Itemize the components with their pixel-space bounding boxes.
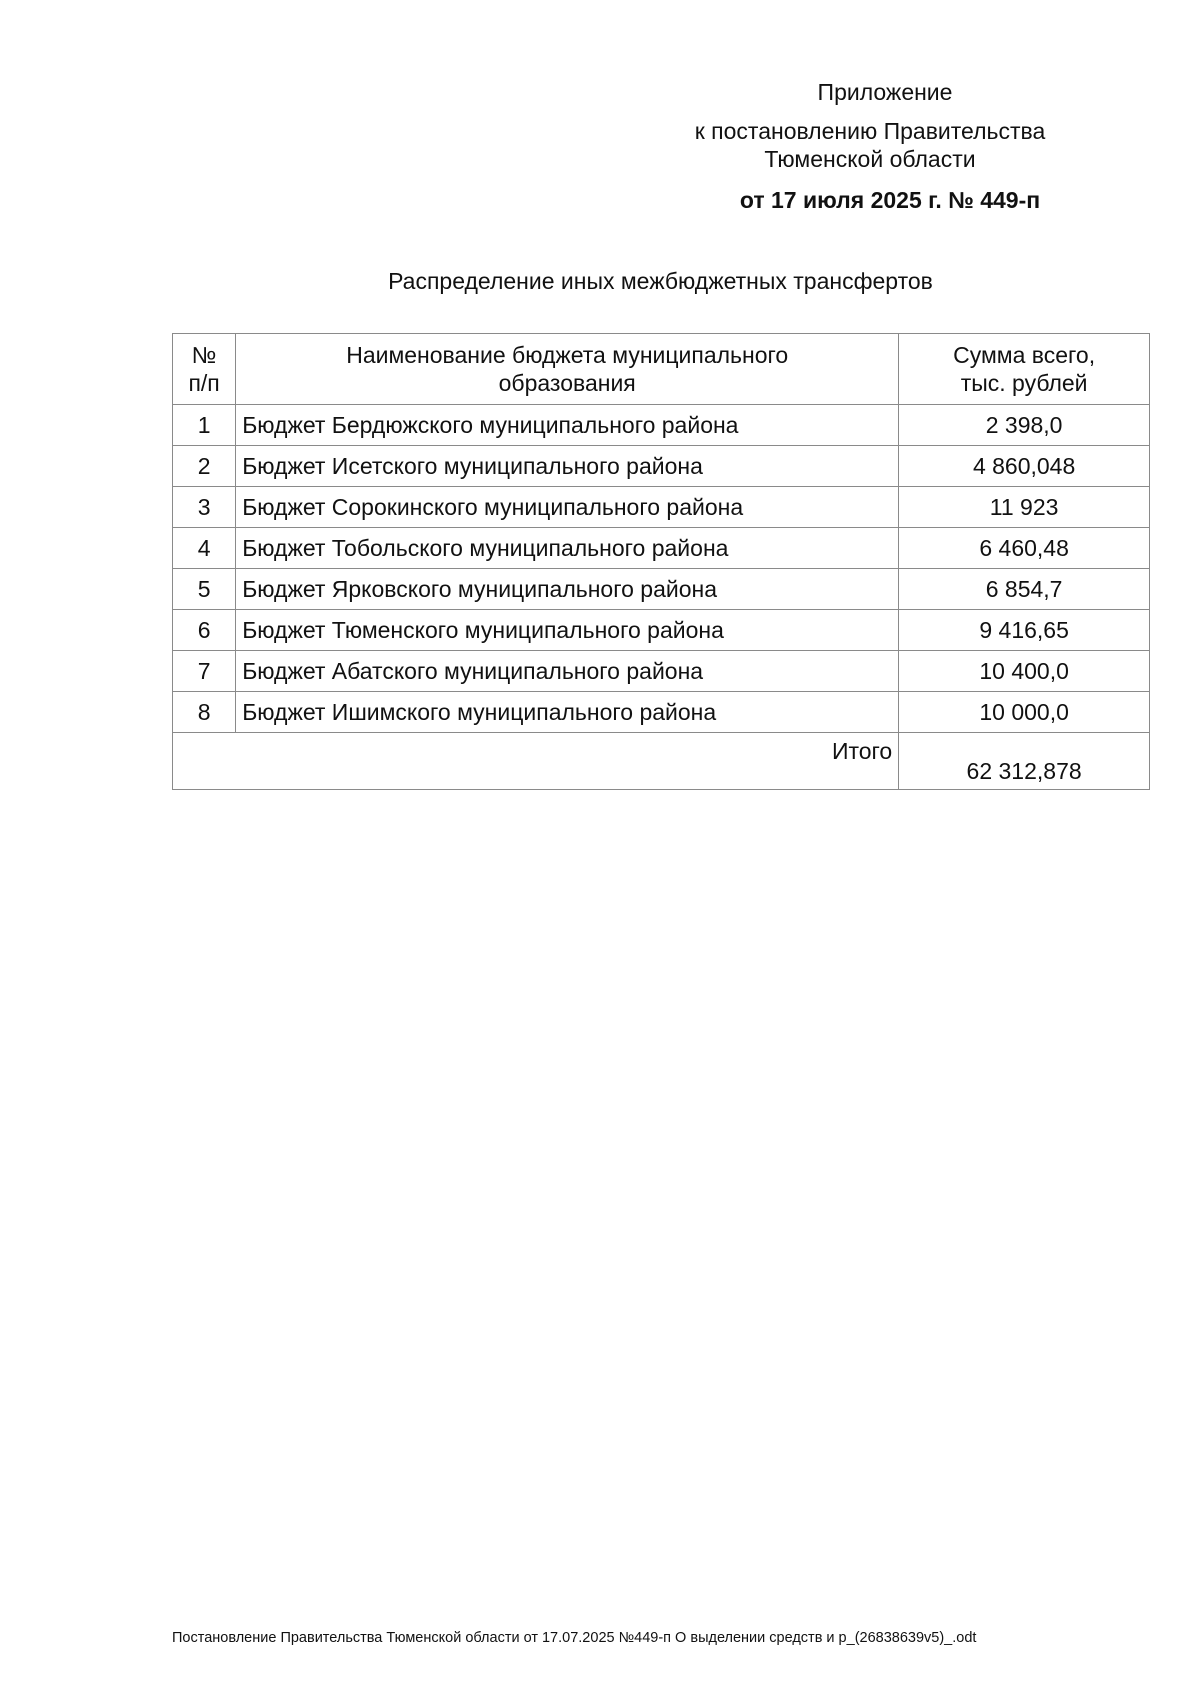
row-name: Бюджет Ярковского муниципального района <box>236 569 899 610</box>
appendix-title: Приложение <box>817 79 953 105</box>
table-row <box>173 651 1150 692</box>
table-row <box>173 405 1150 446</box>
row-sum: 10 400,0 <box>899 651 1150 692</box>
row-sum: 4 860,048 <box>899 446 1150 487</box>
header-sum-line2: тыс. рублей <box>960 370 1088 396</box>
document-footer: Постановление Правительства Тюменской области от 17.07.2025 №449-п О выделении средств и р_(26838639v5)_.odt <box>172 1630 977 1646</box>
row-num: 5 <box>173 569 236 610</box>
row-num: 6 <box>173 610 236 651</box>
row-name: Бюджет Тюменского муниципального района <box>236 610 899 651</box>
row-num: 8 <box>173 692 236 733</box>
header-sum-line1: Сумма всего, <box>953 342 1096 368</box>
header-name-line1: Наименование бюджета муниципального <box>346 342 789 368</box>
header-num-line2: п/п <box>188 370 220 396</box>
row-name: Бюджет Тобольского муниципального района <box>236 528 899 569</box>
appendix-region: Тюменской области <box>764 146 976 172</box>
appendix-header <box>660 78 1180 214</box>
row-num: 1 <box>173 405 236 446</box>
row-num: 4 <box>173 528 236 569</box>
table-row <box>173 692 1150 733</box>
row-name: Бюджет Абатского муниципального района <box>236 651 899 692</box>
header-sum <box>899 334 1150 405</box>
row-sum: 10 000,0 <box>899 692 1150 733</box>
table-row <box>173 528 1150 569</box>
row-num: 2 <box>173 446 236 487</box>
document-title: Распределение иных межбюджетных трансфертов <box>388 268 933 294</box>
row-sum: 6 854,7 <box>899 569 1150 610</box>
table-row <box>173 487 1150 528</box>
row-name: Бюджет Сорокинского муниципального района <box>236 487 899 528</box>
table-row <box>173 610 1150 651</box>
row-num: 3 <box>173 487 236 528</box>
row-sum: 9 416,65 <box>899 610 1150 651</box>
row-num: 7 <box>173 651 236 692</box>
appendix-date: от 17 июля 2025 г. № 449-п <box>739 187 1041 213</box>
transfers-table <box>172 333 1150 790</box>
header-num-line1: № <box>191 342 217 368</box>
header-num <box>173 334 236 405</box>
table-row <box>173 446 1150 487</box>
table-row <box>173 569 1150 610</box>
table-total-row <box>173 733 1150 790</box>
row-name: Бюджет Бердюжского муниципального района <box>236 405 899 446</box>
row-sum: 6 460,48 <box>899 528 1150 569</box>
header-name-line2: образования <box>498 370 636 396</box>
header-name <box>236 334 899 405</box>
total-value: 62 312,878 <box>899 733 1150 790</box>
total-label: Итого <box>173 733 899 790</box>
row-sum: 11 923 <box>899 487 1150 528</box>
row-name: Бюджет Исетского муниципального района <box>236 446 899 487</box>
row-name: Бюджет Ишимского муниципального района <box>236 692 899 733</box>
table-header-row <box>173 334 1150 405</box>
appendix-reference: к постановлению Правительства <box>694 118 1046 144</box>
row-sum: 2 398,0 <box>899 405 1150 446</box>
